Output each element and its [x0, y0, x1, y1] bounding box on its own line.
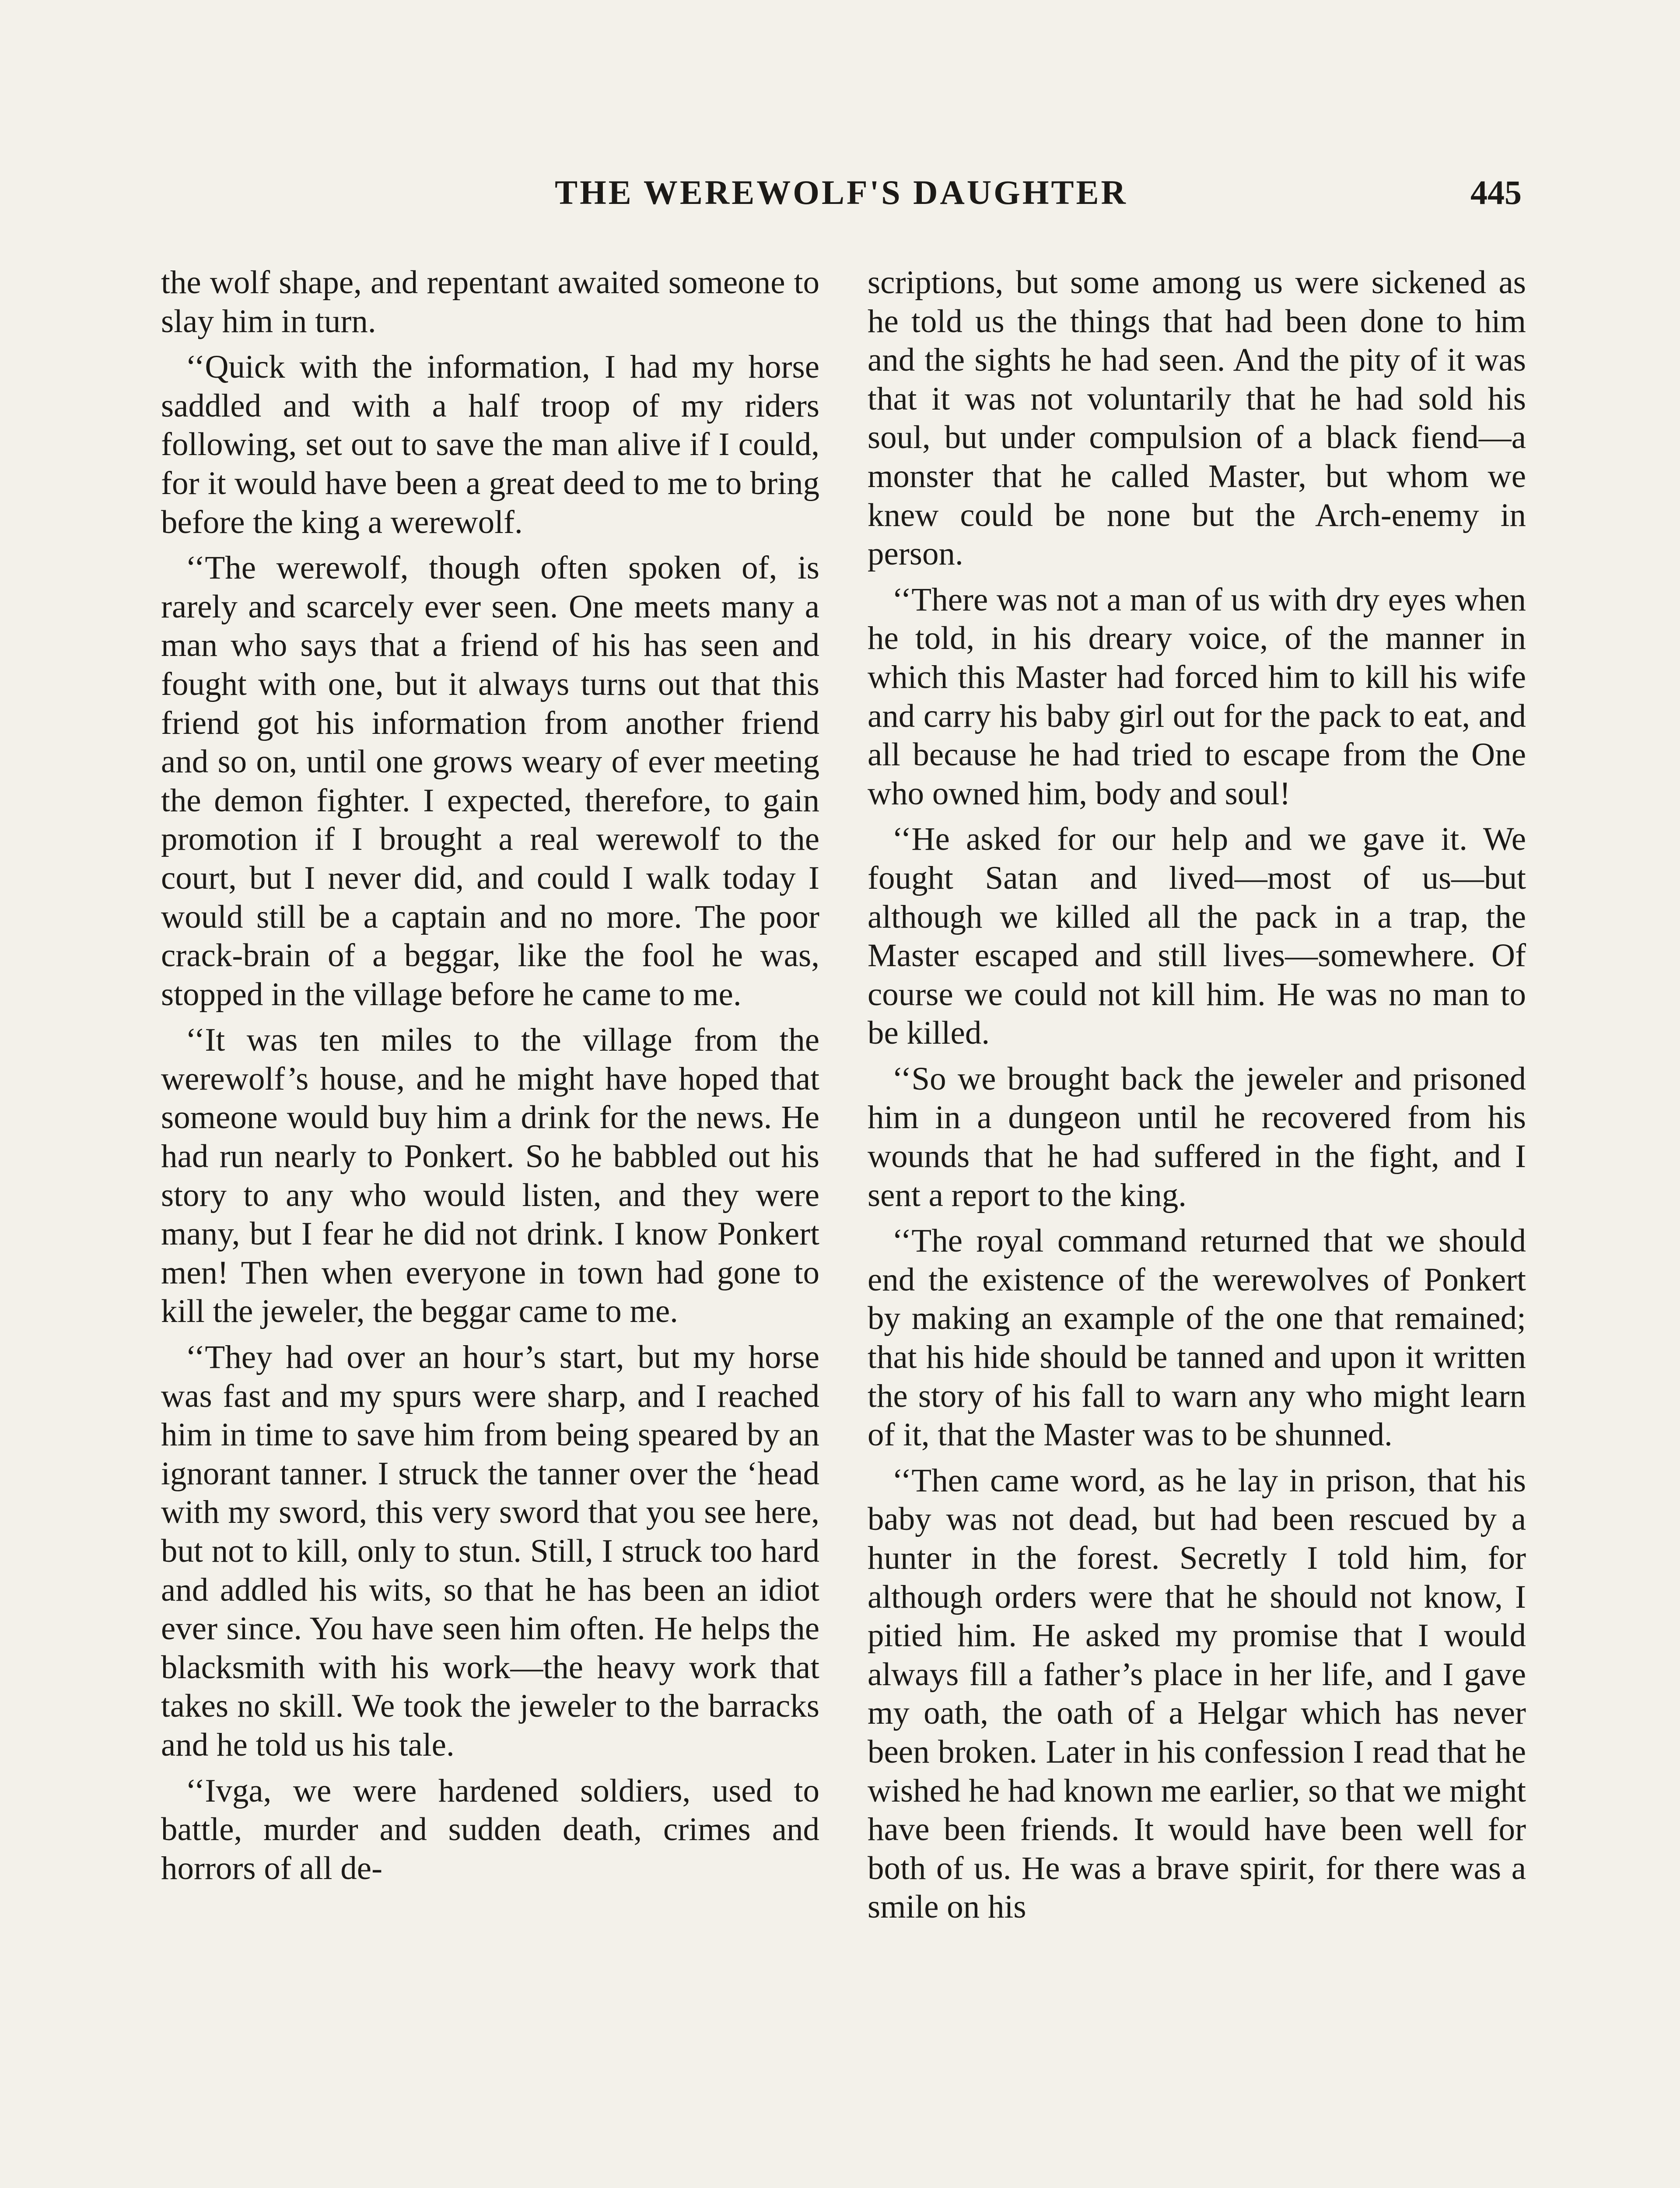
paragraph: ‘‘The royal command returned that we should end the existence of the werewolves of Ponkert by making an example of the one that remained; that his hide should be tanned and upon it written the story of his fall to warn any who might learn of it, that the Master was to be shunned. — [868, 1223, 1526, 1453]
paragraph: ‘‘Then came word, as he lay in prison, that his baby was not dead, but had been rescued by a hunter in the forest. Secretly I told him, for although orders were that he should not know, I pitied him. He asked my promise that I would always fill a father’s place in her life, and I gave my oath, the oath of a Helgar which has never been broken. Later in his confession I read that he wished he had known me earlier, so that we might have been friends. It would have been well for both of us. He was a brave spirit, for there was a smile on his — [868, 1462, 1526, 1925]
page-number: 445 — [1470, 173, 1522, 211]
paragraph: ‘‘It was ten miles to the village from the werewolf’s house, and he might have hoped that someone would buy him a drink for the news. He had run nearly to Ponkert. So he babbled out his story to any who would listen, and they were many, but I fear he did not drink. I know Ponkert men! Then when everyone in town had gone to kill the jeweler, the beggar came to me. — [161, 1022, 819, 1330]
running-title: THE WEREWOLF'S DAUGHTER — [555, 173, 1128, 211]
paragraph: ‘‘Ivga, we were hardened soldiers, used to battle, murder and sudden death, crimes and horrors of all de- — [161, 1772, 819, 1886]
paragraph: ‘‘There was not a man of us with dry eyes when he told, in his dreary voice, of the manner in which this Master had forced him to kill his wife and carry his baby girl out for the pack to eat, and all because he had tried to escape from the One who owned him, body and soul! — [868, 581, 1526, 812]
paragraph: ‘‘He asked for our help and we gave it. We fought Satan and lived—most of us—but although we killed all the pack in a trap, the Master escaped and still lives—somewhere. Of course we could not kill him. He was no man to be killed. — [868, 821, 1526, 1052]
paragraph: scriptions, but some among us were sickened as he told us the things that had been done to him and the sights he had seen. And the pity of it was that it was not voluntarily that he had sold his soul, but under compulsion of a black fiend—a monster that he called Master, but whom we knew could be none but the Arch-enemy in person. — [868, 264, 1526, 572]
left-column — [161, 263, 819, 2188]
paragraph: the wolf shape, and repentant awaited someone to slay him in turn. — [161, 264, 819, 340]
paragraph: ‘‘So we brought back the jeweler and prisoned him in a dungeon until he recovered from his wounds that he had suffered in the fight, and I sent a report to the king. — [868, 1060, 1526, 1213]
right-column — [868, 263, 1526, 2188]
paragraph: ‘‘They had over an hour’s start, but my horse was fast and my spurs were sharp, and I reached him in time to save him from being speared by an ignorant tanner. I struck the tanner over the ‘head with my sword, this very sword that you see here, but not to kill, only to stun. Still, I struck too hard and addled his wits, so that he has been an idiot ever since. You have seen him often. He helps the blacksmith with his work—the heavy work that takes no skill. We took the jeweler to the barracks and he told us his tale. — [161, 1339, 819, 1763]
page-header — [161, 173, 1522, 221]
paragraph: ‘‘Quick with the information, I had my horse saddled and with a half troop of my riders following, set out to save the man alive if I could, for it would have been a great deed to me to bring before the king a werewolf. — [161, 349, 819, 540]
paragraph: ‘‘The werewolf, though often spoken of, is rarely and scarcely ever seen. One meets many a man who says that a friend of his has seen and fought with one, but it always turns out that this friend got his information from another friend and so on, until one grows weary of ever meeting the demon fighter. I expected, therefore, to gain promotion if I brought a real werewolf to the court, but I never did, and could I walk today I would still be a captain and no more. The poor crack-brain of a beggar, like the fool he was, stopped in the village before he came to me. — [161, 550, 819, 1013]
